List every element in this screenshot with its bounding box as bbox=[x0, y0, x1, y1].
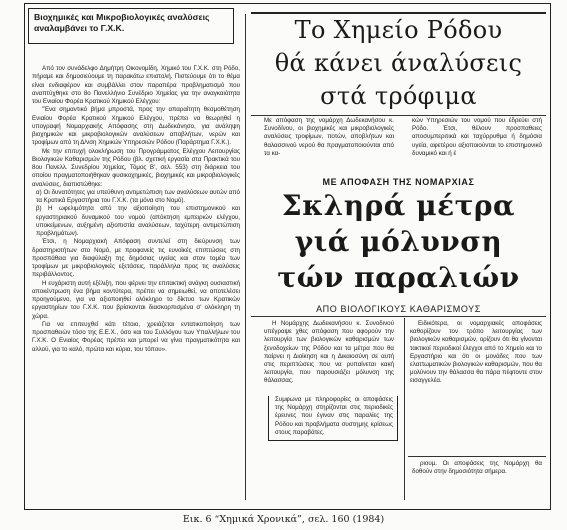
subhead-2: ΑΠΟ ΒΙΟΛΟΓΙΚΟΥΣ ΚΑΘΑΡΙΣΜΟΥΣ bbox=[316, 304, 481, 314]
big-headline-line-3: τών παραλιών bbox=[277, 261, 520, 294]
bottom-column-3 bbox=[412, 460, 542, 476]
lead-text-1: Με απόφαση της νομάρχη Δωδεκανήσου κ. Συνοδίνου, οι βιοχημικές και μικροβιολογικές αναλύσεις τροφίμων, ποτών, αποβλήτων και θαλασσινού νερού θα πραγματοποιούνται από τα κα- bbox=[264, 117, 394, 157]
top-rule bbox=[251, 12, 546, 14]
bottom-text-3: ριουμ. Οι αποφάσεις της Νομάρχη θα δοθούν στην δημοσιότητα σήμερα. bbox=[412, 460, 542, 476]
bottom-text-1: Η Νομάρχης Δωδεκανήσου κ. Συνοδινού υπέγραψε χθες απόφαση που αφορούν την λειτουργία των βιολογικών καθαρισμών των ξενοδοχείων της Ρόδου και τα μέτρα που θα παίρνει η Διοίκηση και η Δικαιοσύνη σε αυτή στις περιπτώσεις που να ρυπαίνεται κακή λειτουργία, που παρουσιάζει μόλυνση της θάλασσας. bbox=[264, 320, 394, 385]
figure-caption: Εικ. 6 “Χημικά Χρονικά”, σελ. 160 (1984) bbox=[182, 514, 385, 525]
headline-line-2: θά κάνει άναλύσεις bbox=[274, 49, 523, 77]
lead-column-1 bbox=[264, 117, 394, 158]
header-line-2: αναλαμβάνει το Γ.Χ.Κ. bbox=[34, 23, 125, 33]
header-line-1: Βιοχημικές και Μικροβιολογικές αναλύσεις bbox=[34, 12, 210, 22]
boxed-note-text: Συμφωνα με πληροφορίες οι αποφάσεις της Νομάρχη στηρίζονται στις περιοδικές έρευνες που έγιναν στις παραλίες της Ρόδου και προβλήματα συστημης κρίσεως στους παραβάτες. bbox=[275, 396, 393, 436]
left-paragraph: Έτσι, η Νομαρχιακή Απόφαση συντελεί στη διεύρυνση των δραστηριοτήτων στο Νομό, με προφανείς τις ευνοϊκές επιπτώσεις στη προσπάθεια για διαφύλαξη της δημόσιας υγείας και στον τομέα των τροφίμων με μικροβιολογικές εξετάσεις, παράλληλα προς τις αναλύσεις περιβάλλοντος. bbox=[32, 238, 240, 279]
left-paragraph: Με την επιτυχή ολοκλήρωση του Προγράμματος Ελέγχου Λειτουργίας Βιολογικών Καθαρισμών της Ρόδου (βλ. σχετική εργασία στα Πρακτικά του 8ου Πανελλ. Συνεδρίου Χημείας, Τόμος Β', σελ. 553) στη διάρκεια του οποίου πραγματοποιήθηκαν φυσικοχημικές, βιοχημικές και μικροβιολογικές αναλύσεις, διαπιστώθηκε: bbox=[32, 147, 240, 188]
big-headline-line-2: γιά μόλυνση bbox=[294, 225, 503, 258]
bottom-column-2 bbox=[410, 320, 542, 386]
left-paragraph: Για να επιτευχθεί κάτι τέτοιο, χρειάζεται εντατικοποίηση των προσπαθειών τόσο της Ε.Ε.Χ., όσο και του Συλλόγου των Υπαλλήλων του Γ.Χ.Κ. Ο Ενιαίος Φορέας πρέπει και μπορεί να γίνει πραγματικότητα και αλλού, για το καλό, πρώτα και κύρια, του τόπου». bbox=[32, 320, 240, 353]
left-paragraph: Από τον συνάδελφο Δημήτρη Οικονομίδη, Χημικό του Γ.Χ.Κ. στη Ρόδο, πήραμε και δημοσιεύουμε τη παρακάτω επιστολή. Πιστεύουμε ότι το θέμα είναι ενδιαφέρον και συμβάλλει στον παραπέρα προβληματισμό που αναπτύχθηκε στο 8ο Πανελλήνιο Συνέδριο Χημείας για την αναγκαιότητα του Ενιαίου Φορέα Κρατικού Χημικού Ελέγχου: bbox=[32, 65, 240, 105]
bottom-column-divider bbox=[404, 318, 405, 500]
headline-line-1: Το Χημείο Ρόδου bbox=[294, 16, 503, 44]
column-divider bbox=[245, 14, 246, 500]
boxed-note bbox=[268, 396, 398, 441]
bottom-separator bbox=[408, 456, 546, 457]
subhead-rule bbox=[251, 316, 546, 317]
left-paragraph: "Ένα σημαντικό βήμα μπροστά, προς την απαραίτητη θεσμοθέτηση Ενιαίου Φορέα Κρατικού Χημικού Ελέγχου, πρέπει να θεωρηθεί η υπογραφή Νομαρχιακής Απόφασης στη Δωδεκάνησο, για ανάληψη βιοχημικών και μικροβιολογικών αναλύσεων αποβλήτων, νερών και τροφίμων από τη Δ/νση Χημικών Υπηρεσιών Ρόδου (Παράρτημα Γ.Χ.Κ.). bbox=[32, 106, 240, 147]
big-headline-line-1: Σκληρά μέτρα bbox=[281, 189, 516, 222]
headline-rule bbox=[251, 115, 546, 116]
bottom-text-2: Ειδικότερα, οι νομαρχιακές αποφάσεις καθορίζουν τον τρόπο λειτουργίας των βιολογικών καθαρισμών, ορίζουν ότι θα γίνονται τακτικοί περιοδικοί έλεγχοι από το Χημείο και το Εργαστήριο και ότι οι μονάδες που των ελαττωματικών βιολογικών καθαρισμών, που θα μολύνουν την θάλασσα θα πάρα πέφτοντε στον εισαγγελέα. bbox=[410, 320, 542, 385]
lead-text-2: κών Υπηρεσιών του νομού που έδρεύει στή Ρόδο. Έτσι, θέλουν προσπαθειες αποσυμπεριτικά και ταχύρρυθμα ή δημόσια υγεία, αφετέρου αξιοποιούνται το επιστημονικό δυναμικό και ή έ bbox=[412, 117, 542, 157]
left-paragraph: Η ευχάριστη αυτή εξέλιξη, που φέρνει την επιτακτική ανάγκη ουσιαστική αποκέντρωση ένα βήμα κοντύτερα, πρέπει να σημειωθεί, να αποτελέσει προηγούμενο, για να αξιοποιηθεί ολόκληρο το δίκτυο των Κρατικών εργαστηρίων του Γ.Χ.Κ. που βρίσκονται διασκορπισμένα σ' ολόκληρη τη χώρα. bbox=[32, 279, 240, 320]
left-paragraph: α) Οι δυνατότητες για υπεύθυνη αντιμετώπιση των αναλύσεων αυτών από τα Κρατικά Εργαστήρια του Γ.Χ.Κ. (τα μόνα στο Νομό). bbox=[36, 188, 240, 204]
subhead: ΜΕ ΑΠΟΦΑΣΗ ΤΗΣ ΝΟΜΑΡΧΙΑΣ bbox=[322, 177, 475, 187]
left-paragraph: β) Η ωφελιμότητα από την αξιοποίηση του επιστημονικού και εργαστηριακού δυναμικού του νομού (απόκτηση εμπειριών ελέγχου, υποκείμενων, αυξημένη αξιοπιστία αναλύσεων, ταχύτερη αντιμετώπιση προβλημάτων). bbox=[36, 205, 240, 237]
left-article-header bbox=[28, 8, 234, 44]
lead-column-2 bbox=[412, 117, 542, 158]
left-article-body bbox=[32, 65, 240, 354]
bottom-column-1 bbox=[264, 320, 394, 386]
headline-line-3: στά τρόφιμα bbox=[320, 82, 477, 110]
